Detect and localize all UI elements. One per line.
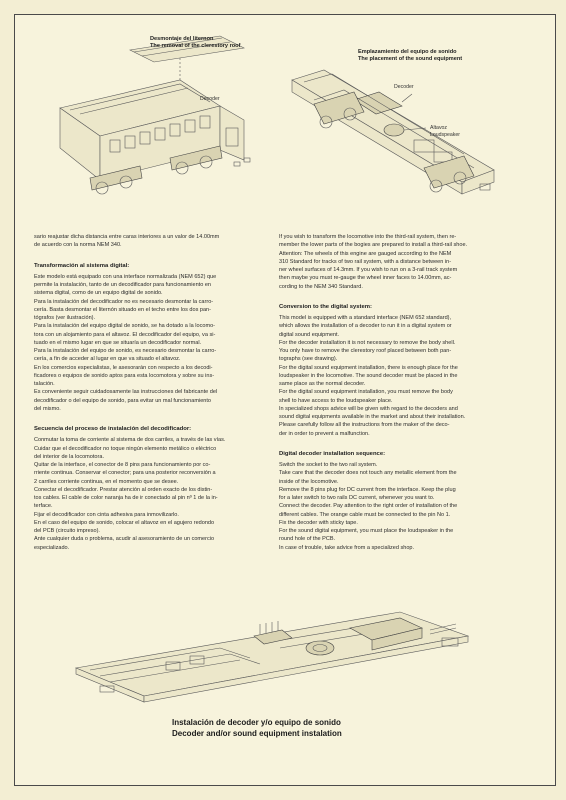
text-line: for a later switch to two rails DC current, whenever you want to. — [279, 495, 435, 501]
text-line: sistema digital, como de un equipo digital de sonido. — [34, 290, 163, 297]
text-line: Remove the 8 pins plug for DC current from the interface. Keep the plug — [279, 486, 456, 493]
text-line: round hole of the PCB. — [279, 536, 336, 543]
text-line: tographs (see drawing). — [279, 356, 338, 363]
text-line: Switch the socket to the two rail system. — [279, 462, 378, 468]
english-digital-section — [279, 314, 541, 438]
roof-removal-caption-es: Desmontaje del liternon — [150, 36, 214, 42]
text-line: cording to the NEM 340 Standard. — [279, 283, 363, 290]
text-line: cería. Basta desmontar el liternón situado en el techo entre los dos pan- — [34, 306, 211, 313]
text-line: If you wish to transform the locomotive into the third-rail system, then re- — [279, 234, 457, 240]
text-line: different cables. The orange cable must be connected to the pin No 1. — [279, 511, 451, 518]
text-line: For the decoder installation it is not necessary to remove the body shell. — [279, 339, 456, 346]
text-line: decodificador o del equipo de sonido, para evitar un mal funcionamiento — [34, 397, 211, 404]
text-line: Fijar el decodificador con cinta adhesiva para inmovilizarlo. — [34, 511, 179, 518]
text-line: tógrafos (ver ilustración). — [34, 315, 96, 321]
text-line: member the lower parts of the bogies are prepared to install a third-rail shoe. — [279, 242, 468, 249]
text-line: rriente continua. Conservar el conector; para una posterior reconversión a — [34, 470, 216, 477]
spanish-column — [34, 233, 282, 552]
text-line: Ante cualquier duda o problema, acudir al asesoramiento de un comercio — [34, 536, 215, 543]
text-line: inside of the locomotive. — [279, 478, 339, 485]
text-line: ficadores o equipos de sonido aptos para esta locomotora y sobre su ins- — [34, 372, 215, 379]
text-line: del mismo. — [34, 405, 61, 412]
text-line: Take care that the decoder does not touch any metallic element from the — [279, 470, 457, 477]
english-heading-digital: Conversion to the digital system: — [279, 303, 372, 310]
text-line: Es conveniente seguir cuidadosamente las instrucciones del fabricante del — [34, 389, 218, 396]
text-line: 2 carriles corriente continua, en el momento que se desee. — [34, 478, 179, 485]
text-line: Para la instalación del equipo de sonido, es necesario desmontar la carro- — [34, 348, 217, 354]
bottom-caption-en: Decoder and/or sound equipment instalation — [172, 728, 342, 738]
text-line: terface. — [34, 503, 53, 510]
english-column — [279, 233, 541, 552]
loudspeaker-label — [430, 125, 460, 138]
english-intro — [279, 233, 541, 291]
spanish-heading-digital: Transformación al sistema digital: — [34, 262, 130, 269]
text-line: Quitar de la interface, el conector de 8 pins para funcionamiento por co- — [34, 462, 211, 468]
text-line: Cuidar que el decodificador no toque ningún elemento metálico o eléctrico — [34, 445, 217, 452]
text-line: del PCB (circuito impreso). — [34, 528, 100, 534]
text-line: shell to have access to the loudspeaker place. — [279, 397, 393, 404]
spanish-intro — [34, 233, 282, 250]
text-line: Attention: The wheels of this engine are gauged according to the NEM — [279, 250, 452, 257]
text-line: cería, a fin de acceder al lugar en que va situado el altavoz. — [34, 356, 181, 363]
locomotive-roof-removal-illustration — [30, 28, 270, 228]
text-line: This model is equipped with a standard interface (NEM 652 standard), — [279, 315, 452, 321]
text-line: which allows the installation of a decoder to run it in a digital system or — [279, 323, 452, 330]
text-line: de acuerdo con la norma NEM 340. — [34, 242, 122, 249]
text-line: 310 Standard for tracks of two rail system, with a distance between in- — [279, 258, 452, 265]
text-line: You only have to remove the clerestory roof placed between both pan- — [279, 348, 452, 354]
bottom-caption — [172, 718, 342, 739]
text-line: En los comercios especialistas, le asesorarán con respecto a los decodi- — [34, 364, 213, 371]
text-line: ner wheel surfaces of 14.3mm. If you wish to run on a 3-rail track system — [279, 267, 458, 273]
english-heading-sequence: Digital decoder installation sequence: — [279, 450, 386, 457]
text-line: talación. — [34, 381, 55, 387]
text-line: permite la instalación, tanto de un decodificador para funcionamiento en — [34, 282, 211, 288]
spanish-sequence-section — [34, 436, 282, 552]
text-line: del interior de la locomotora. — [34, 453, 104, 460]
text-line: Este modelo está equipado con una interface normalizada (NEM 652) que — [34, 273, 217, 280]
text-line: Fix the decoder with sticky tape. — [279, 519, 358, 526]
text-line: For the digital sound equipment installation, you must remove the body — [279, 389, 453, 396]
sound-placement-caption-en: The placement of the sound equipment — [358, 56, 463, 62]
spanish-digital-section — [34, 273, 282, 413]
text-line: der in order to prevent a malfunction. — [279, 430, 370, 437]
sound-placement-caption-es: Emplazamiento del equipo de sonido — [358, 49, 457, 55]
text-line: then maybe you must re-gauge the wheel inner faces to 14.00mm, ac- — [279, 275, 452, 282]
text-line: Para la instalación del decodificador no es necesario desmontar la carro- — [34, 298, 214, 305]
bottom-caption-es: Instalación de decoder y/o equipo de sonido — [172, 718, 341, 727]
text-line: loudspeaker in the locomotive. The sound decoder must be placed in the — [279, 372, 458, 379]
text-line: sario reajustar dicha distancia entre caras interiores a un valor de 14.00mm — [34, 234, 220, 240]
text-line: En el caso del equipo de sonido, colocar el altavoz en el agujero redondo — [34, 519, 215, 526]
text-line: For the digital sound equipment installation, there is enough place for the — [279, 364, 458, 371]
loudspeaker-label-es: Altavoz — [430, 125, 448, 131]
decoder-label-left: Decoder — [200, 96, 220, 102]
text-line: Conectar el decodificador. Prestar atención al orden exacto de los distin- — [34, 486, 213, 493]
roof-removal-caption — [150, 36, 240, 50]
text-line: Connect the decoder. Pay attention to the right order of installation of the — [279, 503, 458, 510]
text-line: sound digital equipments available in the market and about their installation. — [279, 414, 466, 420]
text-line: same place as the normal decoder. — [279, 381, 366, 387]
text-line: Para la instalación del equipo digital de sonido, se ha dotado a la locomo- — [34, 323, 216, 330]
text-line: Conmutar la toma de corriente al sistema de dos carriles, a través de las vías. — [34, 437, 226, 444]
text-line: In specialized shops advice will be given with regard to the decoders and — [279, 405, 458, 412]
text-line: tuado en el mismo lugar en que se situaría un decodificador normal. — [34, 339, 202, 346]
text-line: In case of trouble, take advice from a specialized shop. — [279, 544, 415, 551]
sound-placement-caption — [358, 49, 462, 63]
text-line: tos cables. El cable de color naranja ha de ir conectado al pin nº 1 de la in- — [34, 495, 218, 501]
decoder-label-right: Decoder — [394, 84, 414, 90]
spanish-heading-sequence: Secuencia del proceso de instalación del decodificador: — [34, 426, 192, 432]
roof-removal-caption-en: The removal of the clerestory roof — [150, 43, 241, 49]
loudspeaker-label-en: Loudspeaker — [430, 131, 460, 138]
pcb-installation-illustration — [70, 598, 490, 716]
text-line: For the sound digital equipment, you must place the loudspeaker in the — [279, 528, 454, 534]
text-line: tora con un alojamiento para el altavoz. El decodificador del equipo, va si- — [34, 331, 216, 338]
text-line: especializado. — [34, 544, 70, 551]
text-line: Please carefully follow all the instructions from the maker of the deco- — [279, 422, 450, 429]
english-sequence-section — [279, 461, 541, 552]
text-line: digital sound equipment. — [279, 331, 340, 338]
